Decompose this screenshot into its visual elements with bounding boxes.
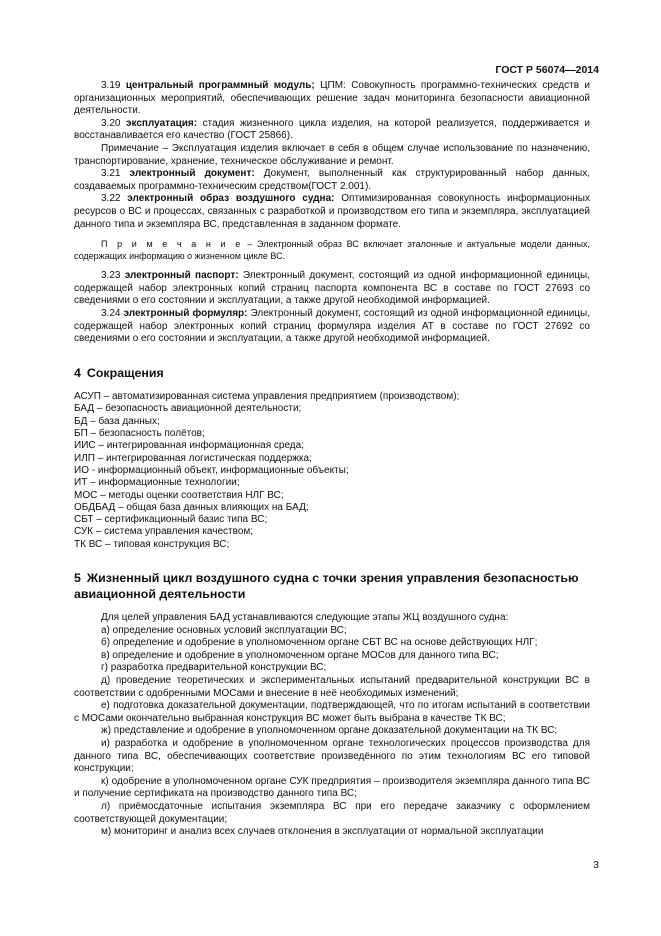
term-number: 3.19	[101, 80, 121, 91]
term-note: Примечание – Эксплуатация изделия включает в себя в общем случае использование по назначению, транспортирование, хранение, техническое обслуживание и ремонт.	[74, 142, 590, 167]
list-item: СБТ – сертификационный базис типа ВС;	[74, 514, 268, 526]
term-definition: Электронный документ, состоящий из одной информационной единицы, содержащей набор электронных копий страниц формуляра изделия АТ в составе по ГОСТ 27692 со сведениями о его состоянии и эксплуатации, а также другой необходимой информацией.	[74, 307, 590, 345]
term-number: 3.22	[101, 193, 121, 205]
stage-item: а) определение основных условий эксплуатации ВС;	[101, 624, 347, 636]
section-5-heading	[74, 571, 590, 602]
term-3-24	[74, 308, 590, 346]
page-body	[74, 80, 590, 839]
term-number: 3.23	[101, 270, 121, 282]
stage-item: б) определение и одобрение в уполномоченном органе СБТ ВС на основе действующих НЛГ;	[101, 637, 538, 649]
term-abbr: ЦПМ:	[314, 80, 346, 91]
list-item: ИТ – информационные технологии;	[74, 477, 240, 489]
term-definition: Электронный документ, состоящий из одной информационной единицы, содержащей набор электронных копий страниц паспорта компонента ВС в составе по ГОСТ 27693 со сведениями о его состоянии и эксплуатации, а также другой необходимой информацией.	[74, 270, 590, 307]
abbreviations-list	[74, 391, 590, 551]
note-text: – Электронный образ ВС включает эталонные и актуальные модели данных, содержащих информацию о жизненном цикле ВС.	[74, 239, 590, 261]
term-definition: Оптимизированная совокупность информационных ресурсов о ВС и процессах, связанных с разработкой и производством его типа и экземпляра, эксплуатацией данного типа и экземпляра ВС, представленная в заданном формате.	[74, 193, 590, 230]
page-number: 3	[593, 859, 599, 871]
stage-item: г) разработка предварительной конструкции ВС;	[101, 662, 327, 674]
section-title: Жизненный цикл воздушного судна с точки зрения управления безопасностью авиационной деятельности	[74, 571, 579, 601]
section-title: Сокращения	[86, 365, 164, 380]
term-definition: Совокупность программно-технических средств и организационных мероприятий, обеспечивающих решение задач мониторинга безопасности авиационной деятельности.	[74, 80, 591, 117]
stage-item: е) подготовка доказательной документации, подтверждающей, что по итогам испытаний в соответствии с МОСами окончательно выбранная конструкция ВС может быть выбрана в качестве ТК ВС;	[74, 700, 590, 724]
term-3-21	[74, 168, 590, 193]
term-3-20	[74, 118, 590, 143]
term-3-23	[74, 270, 590, 308]
term-3-22	[74, 193, 590, 231]
list-item: АСУП – автоматизированная система управления предприятием (производством);	[74, 391, 460, 403]
list-item: ИО - информационный объект, информационные объекты;	[74, 464, 349, 476]
stage-item: и) разработка и одобрение в уполномоченном органе технологических процессов производства для данного типа ВС, обеспечивающих соответствие произведённого по этим технологиям ВС его типовой конструкции;	[74, 737, 590, 775]
list-item: МОС – методы оценки соответствия НЛГ ВС;	[74, 489, 284, 501]
term-name: электронный паспорт:	[124, 270, 239, 282]
list-item: БАД – безопасность авиационной деятельности;	[74, 403, 302, 415]
list-item: БД – база данных;	[74, 415, 160, 427]
stage-item: л) приёмосдаточные испытания экземпляра ВС при его передаче заказчику с оформлением соответствующей документации;	[74, 800, 590, 825]
term-name: электронный формуляр:	[123, 307, 248, 319]
term-name: центральный программный модуль;	[125, 80, 315, 91]
term-definition: Документ, выполненный как структурированный набор данных, создаваемых программно-техническим средством(ГОСТ 2.001).	[74, 168, 590, 192]
section-number: 5	[74, 571, 81, 586]
stage-item: к) одобрение в уполномоченном органе СУК предприятия – производителя экземпляра данного типа ВС и получение сертификата на производство данного типа ВС;	[74, 775, 590, 800]
stage-item: в) определение и одобрение в уполномоченном органе МОСов для данного типа ВС;	[101, 649, 499, 661]
stage-item: ж) представление и одобрение в уполномоченном органе доказательной документации на ТК ВС;	[101, 725, 558, 737]
list-item: ИИС – интегрированная информационная среда;	[74, 440, 304, 452]
term-note	[74, 239, 590, 262]
note-label: П р и м е ч а н и е	[101, 239, 243, 250]
term-definition: стадия жизненного цикла изделия, на которой реализуется, поддерживается и восстанавливается его качество (ГОСТ 25866).	[74, 117, 591, 142]
list-item: ИЛП – интегрированная логистическая поддержка;	[74, 452, 312, 464]
section-number: 4	[74, 365, 81, 380]
term-number: 3.20	[101, 117, 121, 129]
term-name: электронный документ:	[129, 168, 255, 180]
list-item: СУК – система управления качеством;	[74, 526, 254, 538]
section-4-heading	[74, 366, 590, 382]
term-number: 3.24	[101, 307, 121, 319]
stage-item: д) проведение теоретических и экспериментальных испытаний предварительной конструкции ВС в соответствии с одобренными МОСами и внесение в неё необходимых изменений;	[74, 675, 590, 699]
section-5-intro: Для целей управления БАД устанавливаются следующие этапы ЖЦ воздушного судна:	[101, 612, 509, 624]
term-name: электронный образ воздушного судна:	[127, 193, 335, 205]
list-item: ОБДБАД – общая база данных влияющих на БАД;	[74, 501, 309, 513]
list-item: ТК ВС – типовая конструкция ВС;	[74, 538, 230, 550]
term-name: эксплуатация:	[125, 117, 198, 129]
term-3-19	[74, 80, 590, 118]
list-item: БП – безопасность полётов;	[74, 428, 205, 440]
stage-item: м) мониторинг и анализ всех случаев отклонения в эксплуатации от нормальной эксплуатации	[101, 826, 544, 838]
standard-header: ГОСТ Р 56074—2014	[495, 64, 599, 76]
term-number: 3.21	[101, 168, 121, 180]
